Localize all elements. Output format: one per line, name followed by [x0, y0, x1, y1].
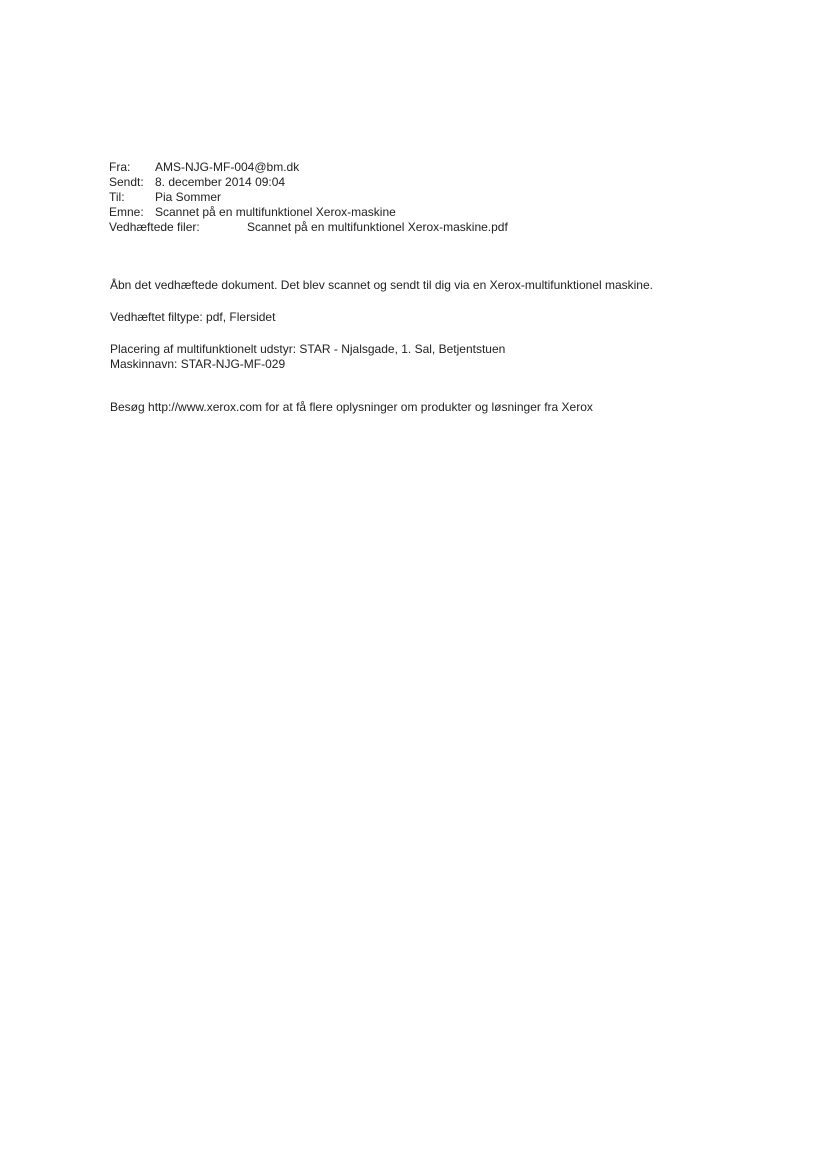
- header-sent-label: Sendt:: [109, 175, 144, 189]
- header-from-label: Fra:: [109, 160, 131, 174]
- body-intro: Åbn det vedhæftede dokument. Det blev scannet og sendt til dig via en Xerox-multifunktionel maskine.: [110, 278, 653, 292]
- header-sent-value: 8. december 2014 09:04: [155, 175, 286, 189]
- header-to-label: Til:: [109, 190, 125, 204]
- header-to: [109, 190, 749, 205]
- header-attachments: [109, 220, 749, 235]
- body-machine-name: Maskinnavn: STAR-NJG-MF-029: [110, 357, 286, 371]
- header-subject: [109, 205, 749, 220]
- header-attachments-label: Vedhæftede filer:: [109, 220, 200, 234]
- header-from: [109, 160, 749, 175]
- header-to-value: Pia Sommer: [155, 190, 222, 204]
- header-subject-value: Scannet på en multifunktionel Xerox-maskine: [155, 205, 396, 219]
- header-sent: [109, 175, 749, 190]
- body-filetype: Vedhæftet filtype: pdf, Flersidet: [110, 310, 276, 324]
- header-from-value: AMS-NJG-MF-004@bm.dk: [155, 160, 300, 174]
- email-body: [110, 278, 800, 415]
- header-attachments-value: Scannet på en multifunktionel Xerox-maskine.pdf: [247, 220, 508, 234]
- header-subject-label: Emne:: [109, 205, 144, 219]
- body-visit-link: Besøg http://www.xerox.com for at få flere oplysninger om produkter og løsninger fra Xerox: [110, 400, 593, 414]
- body-location: Placering af multifunktionelt udstyr: STAR - Njalsgade, 1. Sal, Betjentstuen: [110, 342, 506, 356]
- email-header: [109, 160, 749, 235]
